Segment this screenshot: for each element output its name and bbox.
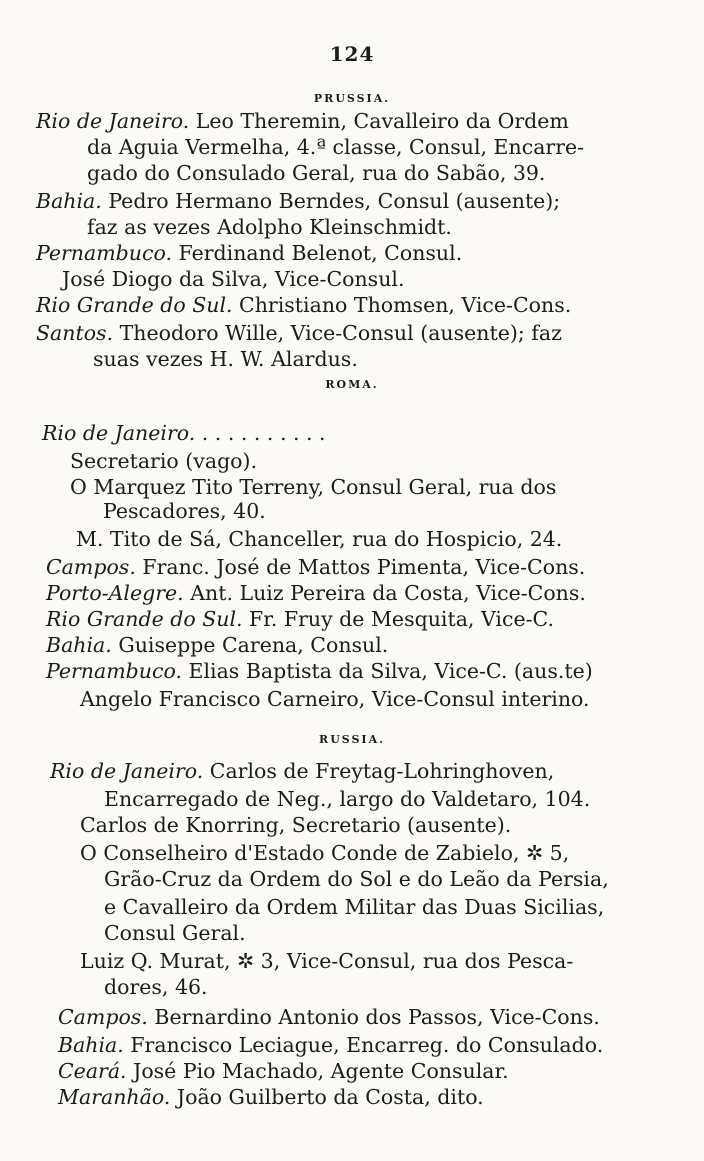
entry-line: Carlos de Knorring, Secretario (ausente). [80,813,512,837]
place-name: Ceará. [58,1059,127,1083]
entry-line: Rio de Janeiro. Leo Theremin, Cavalleiro da Ordem [36,109,569,133]
place-name: Rio Grande do Sul. [36,293,233,317]
entry-line: Campos. Franc. José de Mattos Pimenta, Vice-Cons. [46,555,586,579]
entry-line: Santos. Theodoro Wille, Vice-Consul (ausente); faz [36,321,562,345]
section-heading-russia: RUSSIA. [319,733,385,746]
entry-line: Secretario (vago). [70,449,258,473]
entry-line: Rio de Janeiro. Carlos de Freytag-Lohringhoven, [50,759,555,783]
entry-line: O Conselheiro d'Estado Conde de Zabielo, ✲ 5, [80,841,570,865]
place-name: Campos. [58,1005,148,1029]
entry-line: Bahia. Francisco Leciague, Encarreg. do Consulado. [58,1033,604,1057]
entry-line: suas vezes H. W. Alardus. [93,347,358,371]
entry-line: Pernambuco. Ferdinand Belenot, Consul. [36,241,463,265]
entry-line: Campos. Bernardino Antonio dos Passos, Vice-Cons. [58,1005,600,1029]
entry-line: Pescadores, 40. [103,499,266,523]
entry-line: Bahia. Pedro Hermano Berndes, Consul (ausente); [36,189,561,213]
place-name: Maranhão. [58,1085,171,1109]
entry-line: Rio de Janeiro. . . . . . . . . . . [42,421,326,445]
place-name: Santos. [36,321,114,345]
entry-line: O Marquez Tito Terreny, Consul Geral, rua dos [70,475,557,499]
section-heading-roma: ROMA. [325,378,379,391]
entry-line: José Diogo da Silva, Vice-Consul. [62,267,405,291]
place-name: Campos. [46,555,136,579]
entry-line: Rio Grande do Sul. Fr. Fruy de Mesquita, Vice-C. [46,607,554,631]
entry-line: dores, 46. [104,975,208,999]
place-name: Bahia. [36,189,102,213]
entry-line: Maranhão. João Guilberto da Costa, dito. [58,1085,484,1109]
place-name: Bahia. [58,1033,124,1057]
entry-line: da Aguia Vermelha, 4.ª classe, Consul, Encarre- [87,135,585,159]
section-heading-prussia: PRUSSIA. [313,92,391,105]
entry-line: Consul Geral. [104,921,246,945]
place-name: Bahia. [46,633,112,657]
entry-line: Rio Grande do Sul. Christiano Thomsen, Vice-Cons. [36,293,572,317]
entry-line: Grão-Cruz da Ordem do Sol e do Leão da Persia, [104,867,609,891]
place-name: Pernambuco. [36,241,172,265]
page-number: 124 [329,42,375,66]
entry-line: Encarregado de Neg., largo do Valdetaro, 104. [104,787,591,811]
entry-line: Pernambuco. Elias Baptista da Silva, Vice-C. (aus.te) [46,659,593,683]
place-name: Rio de Janeiro. [50,759,204,783]
entry-line: M. Tito de Sá, Chanceller, rua do Hospicio, 24. [76,527,563,551]
entry-line: Angelo Francisco Carneiro, Vice-Consul interino. [80,687,590,711]
entry-line: gado do Consulado Geral, rua do Sabão, 39. [87,161,546,185]
place-name: Porto-Alegre. [46,581,184,605]
place-name: Pernambuco. [46,659,182,683]
entry-line: Porto-Alegre. Ant. Luiz Pereira da Costa, Vice-Cons. [46,581,586,605]
place-name: Rio Grande do Sul. [46,607,243,631]
place-name: Rio de Janeiro. [42,421,196,445]
entry-line: faz as vezes Adolpho Kleinschmidt. [87,215,452,239]
entry-line: Bahia. Guiseppe Carena, Consul. [46,633,389,657]
entry-line: Ceará. José Pio Machado, Agente Consular. [58,1059,509,1083]
entry-line: Luiz Q. Murat, ✲ 3, Vice-Consul, rua dos Pesca- [80,949,574,973]
entry-line: e Cavalleiro da Ordem Militar das Duas Sicilias, [104,895,605,919]
place-name: Rio de Janeiro. [36,109,190,133]
